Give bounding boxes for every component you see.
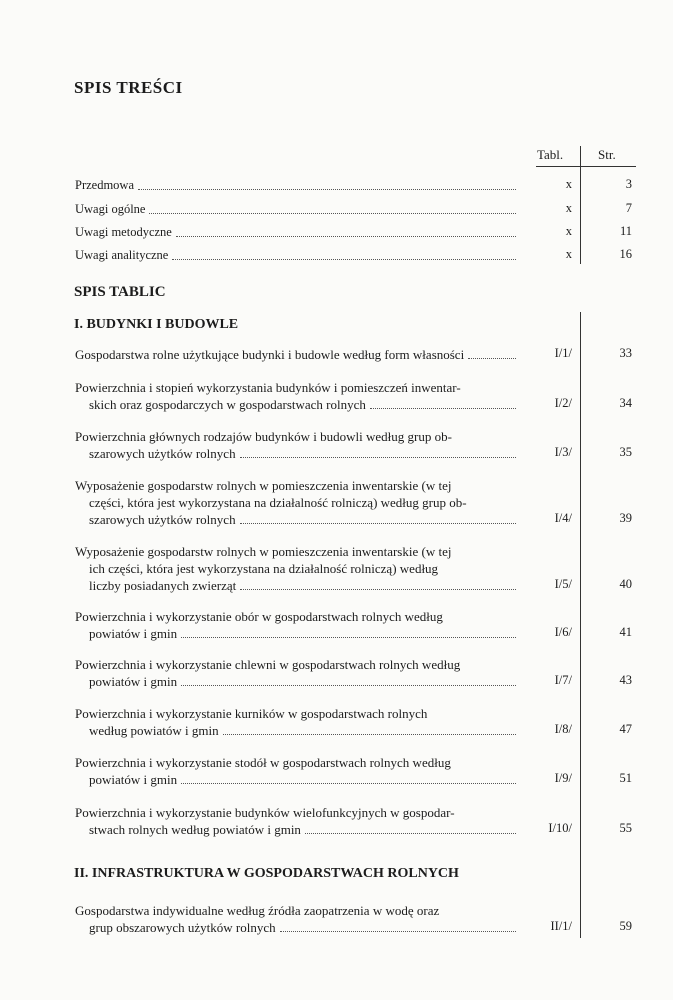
column-header-tabl: Tabl. [537,147,564,162]
page-number: 33 [619,346,632,360]
section-heading: II. INFRASTRUKTURA W GOSPODARSTWACH ROLNYCH [74,866,459,881]
entry-title-line: Powierzchnia i wykorzystanie stodół w gospodarstwach rolnych według [75,755,451,770]
entry-title-line: Powierzchnia i wykorzystanie budynków wielofunkcyjnych w gospodar- [75,805,455,820]
dot-leader [223,734,516,735]
entry-title-line: według powiatów i gmin [89,723,219,738]
entry-title-line: Gospodarstwa rolne użytkujące budynki i budowle według form własności [75,347,465,362]
table-number: I/2/ [554,396,572,410]
page-number: 39 [619,511,632,525]
dot-leader [176,236,516,237]
dot-leader [240,589,516,590]
entry-title-line: Gospodarstwa indywidualne według źródła zaopatrzenia w wodę oraz [75,903,440,918]
entry-title-line: ich części, która jest wykorzystana na działalność rolniczą) według [89,561,439,576]
column-divider-front [580,146,581,264]
page-title: SPIS TREŚCI [74,78,183,97]
table-number: II/1/ [550,919,572,933]
entry-title-line: powiatów i gmin [89,626,178,641]
page-number: 51 [619,771,632,785]
page-number: 34 [619,396,632,410]
page-number: 3 [625,177,632,191]
entry-title-line: powiatów i gmin [89,772,178,787]
column-header-str: Str. [598,147,616,162]
dot-leader [240,523,516,524]
entry-title-line: Przedmowa [75,178,135,192]
entry-title-line: stwach rolnych według powiatów i gmin [89,822,301,837]
page-number: 43 [619,673,632,687]
page-number: 16 [619,247,632,261]
section-heading: I. BUDYNKI I BUDOWLE [74,317,239,332]
table-number: I/6/ [554,625,572,639]
column-divider-tables [580,312,581,938]
entry-title-line: Powierzchnia i stopień wykorzystania budynków i pomieszczeń inwentar- [75,380,461,395]
entry-title-line: Wyposażenie gospodarstw rolnych w pomieszczenia inwentarskie (w tej [75,544,452,559]
header-rule [536,166,636,167]
entry-title-line: Powierzchnia głównych rodzajów budynków i budowli według grup ob- [75,429,452,444]
dot-leader [172,259,516,260]
entry-title-line: skich oraz gospodarczych w gospodarstwach rolnych [89,397,366,412]
entry-title-line: Wyposażenie gospodarstw rolnych w pomieszczenia inwentarskie (w tej [75,478,452,493]
entry-title-line: powiatów i gmin [89,674,178,689]
entry-title-line: Powierzchnia i wykorzystanie chlewni w gospodarstwach rolnych według [75,657,461,672]
dot-leader [181,637,516,638]
page-number: 40 [619,577,632,591]
dot-leader [138,189,516,190]
table-number: x [565,247,572,261]
table-number: I/5/ [554,577,572,591]
table-number: I/1/ [554,346,572,360]
dot-leader [280,931,516,932]
entry-title-line: liczby posiadanych zwierząt [89,578,237,593]
table-number: x [565,201,572,215]
dot-leader [149,213,516,214]
dot-leader [370,408,516,409]
entry-title-line: szarowych użytków rolnych [89,446,236,461]
entry-title-line: Uwagi ogólne [75,202,146,216]
page-number: 35 [619,445,632,459]
dot-leader [181,783,516,784]
dot-leader [181,685,516,686]
entry-title-line: Uwagi metodyczne [75,225,172,239]
table-number: I/7/ [554,673,572,687]
page-number: 41 [619,625,632,639]
table-number: I/8/ [554,722,572,736]
table-number: x [565,177,572,191]
page-number: 55 [619,821,632,835]
table-number: I/4/ [554,511,572,525]
table-number: I/10/ [548,821,572,835]
page-number: 47 [619,722,632,736]
page-number: 59 [619,919,632,933]
entry-title-line: części, która jest wykorzystana na działalność rolniczą) według grup ob- [89,495,467,510]
entry-title-line: szarowych użytków rolnych [89,512,236,527]
table-number: I/9/ [554,771,572,785]
dot-leader [305,833,516,834]
tables-heading: SPIS TABLIC [74,284,166,300]
entry-title-line: Uwagi analityczne [75,248,169,262]
page-number: 7 [625,201,632,215]
table-number: I/3/ [554,445,572,459]
table-number: x [565,224,572,238]
entry-title-line: Powierzchnia i wykorzystanie obór w gospodarstwach rolnych według [75,609,443,624]
entry-title-line: Powierzchnia i wykorzystanie kurników w gospodarstwach rolnych [75,706,428,721]
dot-leader [240,457,516,458]
entry-title-line: grup obszarowych użytków rolnych [89,920,276,935]
page-number: 11 [619,224,632,238]
